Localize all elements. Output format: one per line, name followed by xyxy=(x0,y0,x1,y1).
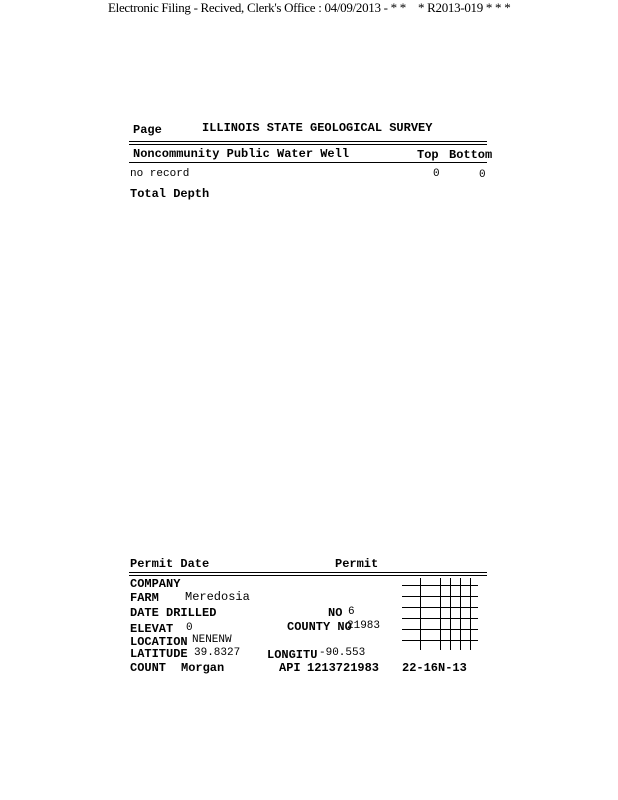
no-value: 6 xyxy=(348,606,355,618)
bottom-column-header: Bottom xyxy=(449,148,493,162)
header-rule-top-2 xyxy=(129,144,487,145)
elevation-value: 0 xyxy=(186,622,193,634)
header-rule-top xyxy=(129,141,487,142)
permit-date-label: Permit Date xyxy=(130,557,210,571)
no-label: NO xyxy=(328,606,343,620)
county-no-value: 21983 xyxy=(347,620,381,632)
bottom-cell: 0 xyxy=(479,169,486,181)
location-value: NENENW xyxy=(192,634,232,646)
record-rule-2 xyxy=(129,575,487,576)
farm-value: Meredosia xyxy=(185,590,250,604)
api-value: 1213721983 xyxy=(307,661,380,675)
longitude-value: -90.553 xyxy=(319,647,366,659)
permit-label: Permit xyxy=(335,557,379,571)
total-depth-label: Total Depth xyxy=(130,187,210,201)
formation-cell: no record xyxy=(130,168,190,180)
top-column-header: Top xyxy=(417,148,439,162)
elevation-label: ELEVAT xyxy=(130,622,174,636)
page-label: Page xyxy=(133,123,162,137)
api-label: API xyxy=(279,661,301,675)
top-cell: 0 xyxy=(433,168,440,180)
county-value: Morgan xyxy=(181,661,225,675)
longitude-label: LONGITU xyxy=(267,648,318,662)
location-label: LOCATION xyxy=(130,635,188,649)
date-drilled-label: DATE DRILLED xyxy=(130,606,217,620)
county-label: COUNT xyxy=(130,661,167,675)
record-rule-1 xyxy=(129,572,487,573)
grid-v-5 xyxy=(470,578,471,650)
agency-title: ILLINOIS STATE GEOLOGICAL SURVEY xyxy=(202,121,433,135)
county-no-label: COUNTY NO xyxy=(287,620,352,634)
latitude-label: LATITUDE xyxy=(130,647,188,661)
grid-v-4 xyxy=(460,578,461,650)
header-rule-bottom xyxy=(129,162,487,163)
grid-v-2 xyxy=(440,578,441,650)
latitude-value: 39.8327 xyxy=(194,647,241,659)
section-township-range: 22-16N-13 xyxy=(402,661,467,675)
docket-number: * R2013-019 * * * xyxy=(418,0,511,15)
filing-stamp: Electronic Filing - Recived, Clerk's Office : 04/09/2013 - * * xyxy=(108,0,406,15)
grid-v-1 xyxy=(420,578,421,650)
farm-label: FARM xyxy=(130,591,159,605)
company-label: COMPANY xyxy=(130,577,181,591)
grid-v-3 xyxy=(450,578,451,650)
formation-column-header: Noncommunity Public Water Well xyxy=(133,147,350,161)
